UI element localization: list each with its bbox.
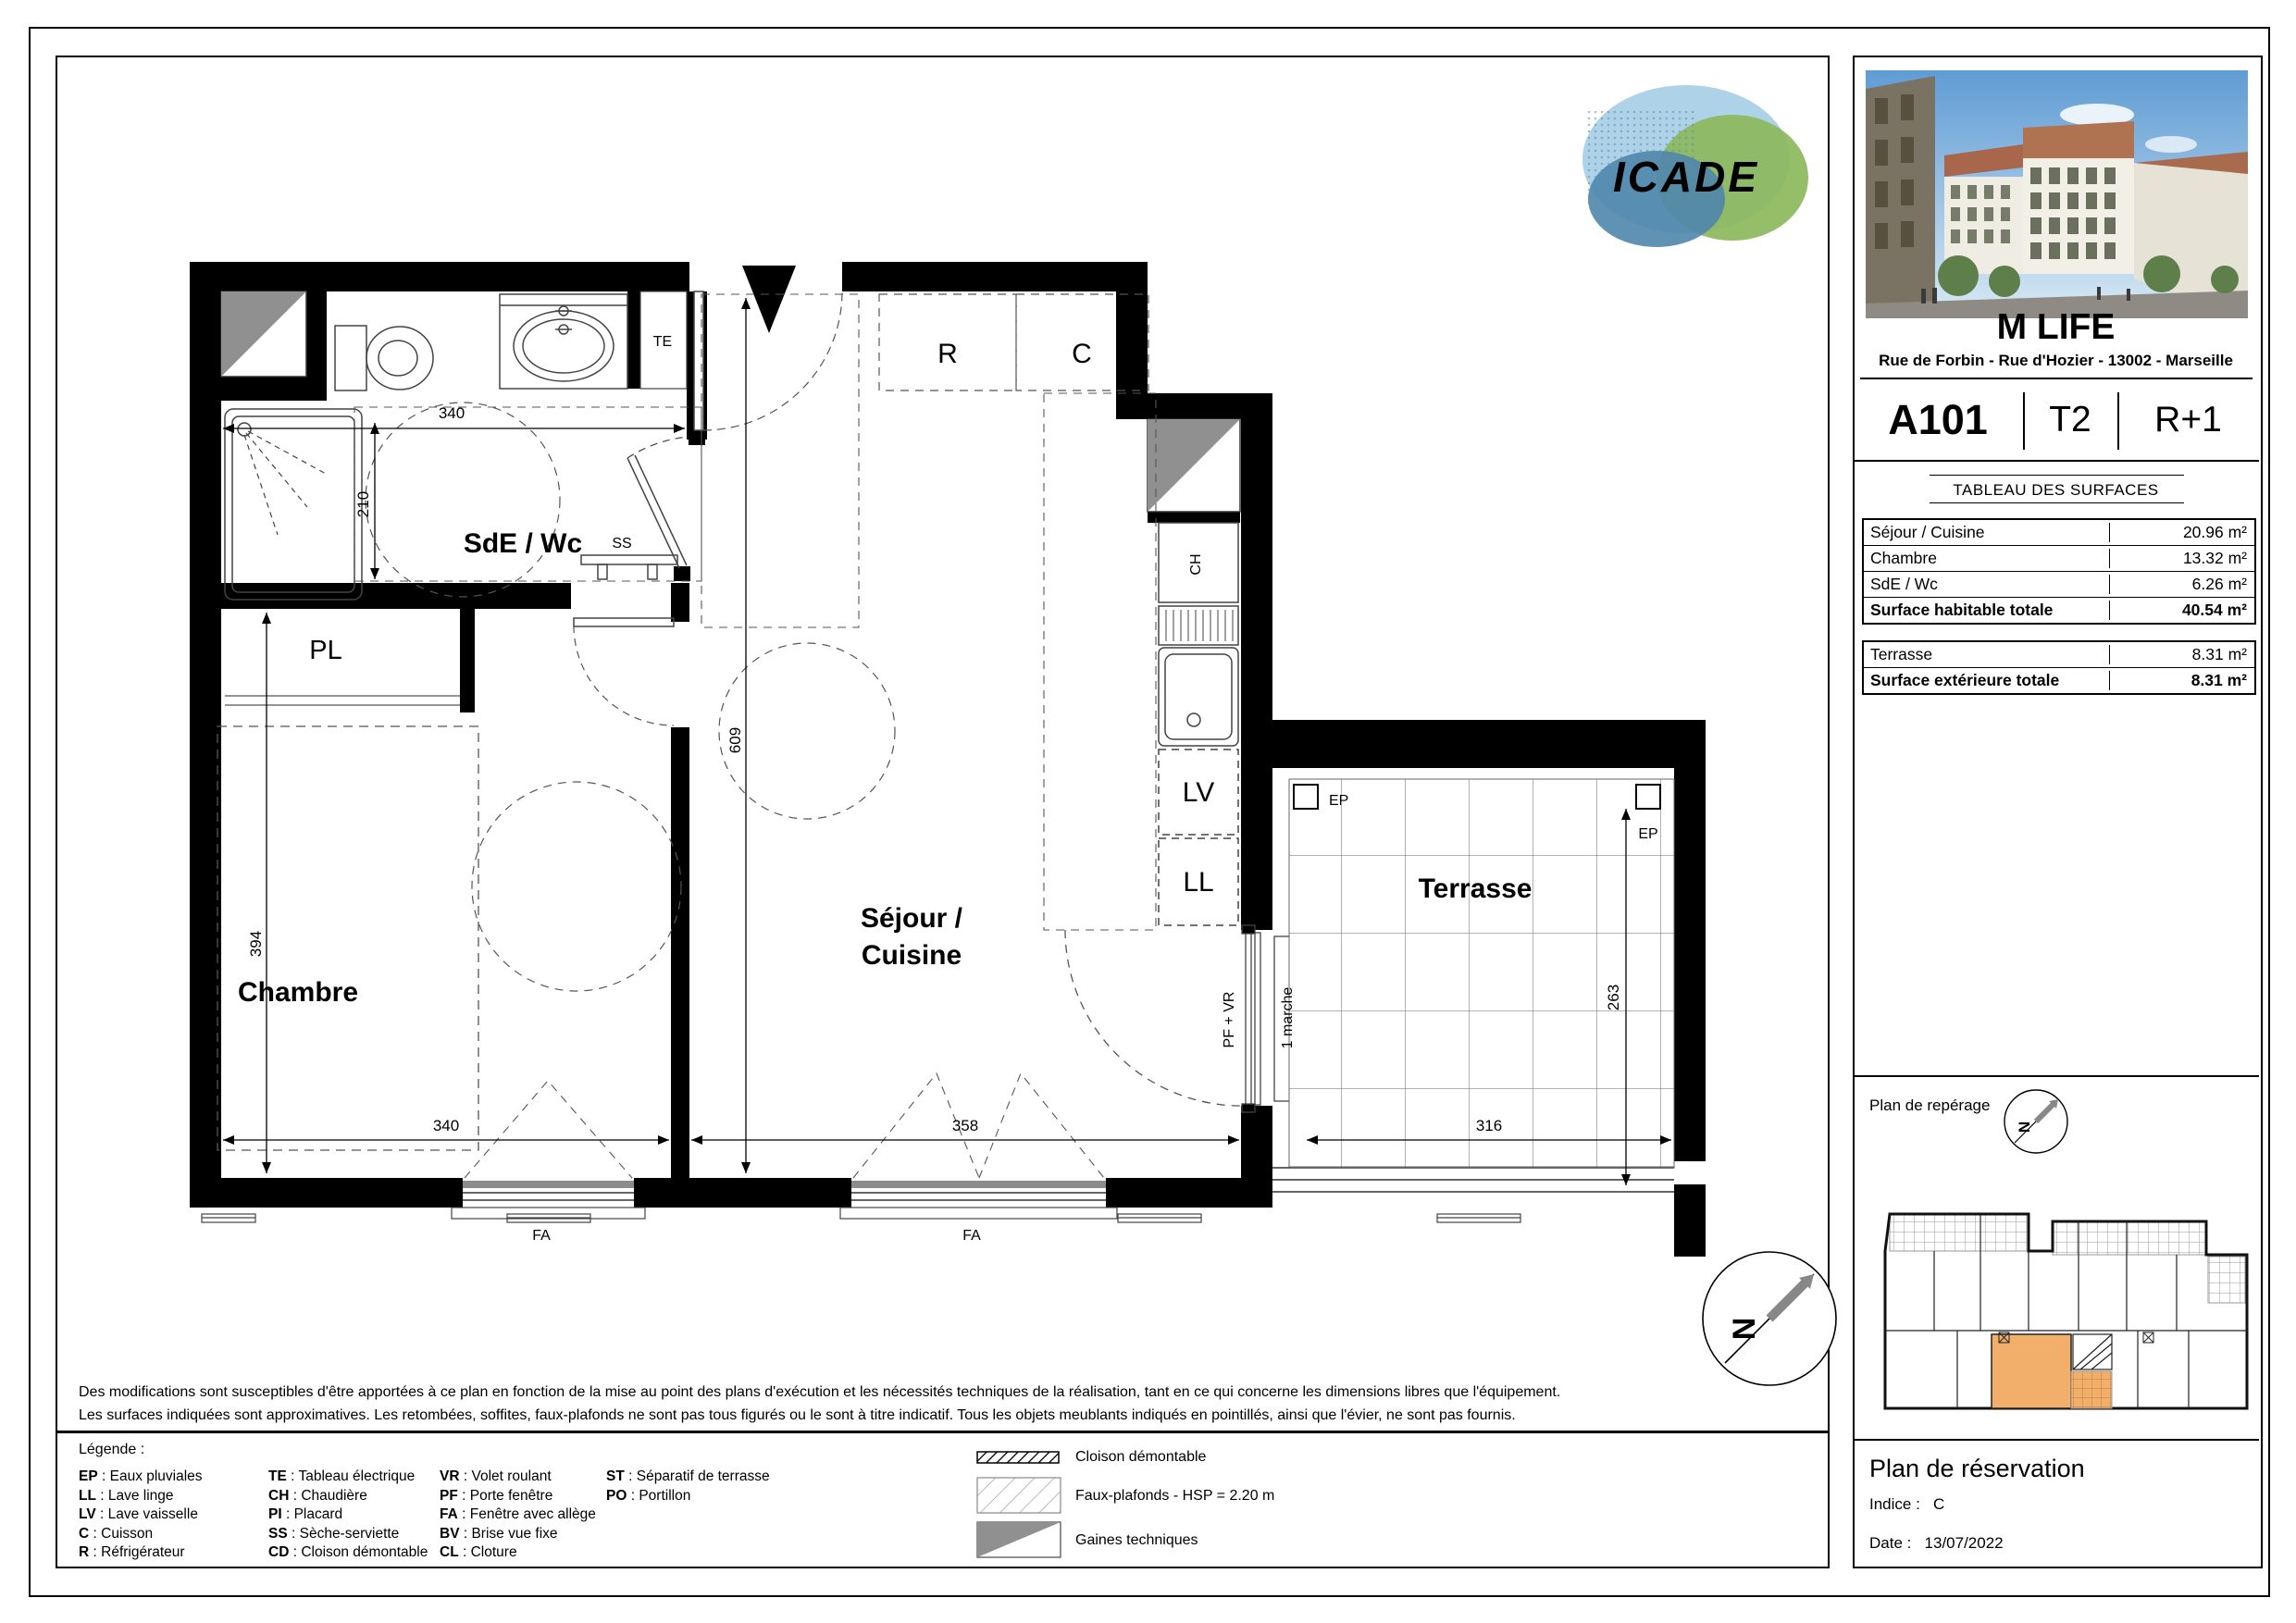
- legend-symbol-label: Faux-plafonds - HSP = 2.20 m: [1075, 1488, 1275, 1504]
- legend-item: C : Cuisson: [79, 1525, 154, 1542]
- table-row-total: [1864, 597, 2254, 623]
- window-label-fa-1: FA: [532, 1228, 551, 1244]
- gaines-techniques-shaft: [221, 291, 1240, 512]
- indice-row: [1869, 1495, 1944, 1514]
- legend-item: FA : Fenêtre avec allège: [440, 1506, 596, 1522]
- surface-value: 6.26 m²: [2109, 575, 2254, 594]
- surfaces-table: [1862, 518, 2256, 625]
- legend-item: LL : Lave linge: [79, 1487, 174, 1504]
- unit-type: T2: [2049, 400, 2091, 440]
- surface-value: 40.54 m²: [2109, 601, 2254, 620]
- surfaces-title: TABLEAU DES SURFACES: [1953, 481, 2159, 499]
- surface-label: Surface extérieure totale: [1870, 671, 2060, 689]
- surface-label: SdE / Wc: [1870, 575, 1938, 593]
- legend-item: LV : Lave vaisselle: [79, 1506, 198, 1522]
- fixture-label-c: C: [1072, 339, 1092, 369]
- legend-symbol-label: Cloison démontable: [1075, 1449, 1207, 1465]
- window-label-fa-2: FA: [962, 1228, 981, 1244]
- reperage-compass: [2004, 1090, 2067, 1153]
- surface-label: Séjour / Cuisine: [1870, 523, 1985, 541]
- table-row: [1864, 642, 2254, 667]
- legend-column-4: [606, 1468, 770, 1505]
- legend-item: CL : Cloture: [440, 1544, 517, 1560]
- legend-item: PO : Portillon: [606, 1487, 691, 1504]
- terrace-door: [1065, 925, 1300, 1112]
- surfaces-title-underline: [1930, 502, 2184, 503]
- legend-item: BV : Brise vue fixe: [440, 1525, 558, 1542]
- project-address: Rue de Forbin - Rue d'Hozier - 13002 - Marseille: [1879, 352, 2233, 369]
- dim-340-bottom: 340: [432, 1117, 460, 1134]
- legend-title: Légende :: [79, 1442, 145, 1457]
- exterior-table: [1862, 640, 2256, 695]
- table-row: [1864, 571, 2254, 597]
- fixture-label-r: R: [937, 339, 958, 369]
- unit-number: A101: [1888, 396, 1988, 443]
- room-label-pl: PL: [309, 636, 342, 665]
- legend-symbol-gaines-techniques-icon: [976, 1521, 1061, 1558]
- dim-358: 358: [951, 1117, 979, 1134]
- dim-340-top: 340: [438, 404, 465, 422]
- divider-reservation: [1853, 1439, 2259, 1441]
- dim-210: 210: [354, 490, 372, 518]
- fixture-label-1-marche: 1 marche: [1280, 986, 1296, 1049]
- legend-item: PI : Placard: [268, 1506, 343, 1522]
- building-photo: [1866, 70, 2248, 318]
- mini-plan-highlight-unit: [1992, 1334, 2071, 1408]
- table-row-total: [1864, 667, 2254, 693]
- legend-item: VR : Volet roulant: [440, 1468, 552, 1484]
- dim-609: 609: [726, 726, 744, 754]
- reperage-compass-n: N: [2016, 1121, 2033, 1134]
- surface-value: 8.31 m²: [2109, 645, 2254, 664]
- surface-value: 8.31 m²: [2109, 671, 2254, 690]
- room-label-chambre: Chambre: [237, 977, 359, 1008]
- entry-arrow-icon: [742, 266, 796, 333]
- project-title: M LIFE: [1996, 307, 2116, 347]
- reservation-title: Plan de réservation: [1869, 1455, 2085, 1482]
- legend-item: PF : Porte fenêtre: [440, 1487, 553, 1504]
- legend-column-1: [79, 1468, 203, 1563]
- fixture-label-ep-left: EP: [1329, 793, 1349, 809]
- divider-unit-row: [1853, 460, 2259, 462]
- surface-label: Terrasse: [1870, 645, 1933, 663]
- legend-item: R : Réfrigérateur: [79, 1544, 185, 1560]
- icade-logo-text: ICADE: [1612, 153, 1760, 201]
- legend-symbol-cloison-demontable-icon: [976, 1451, 1060, 1464]
- legend-item: SS : Sèche-serviette: [268, 1525, 400, 1542]
- room-label-sejour-2: Cuisine: [861, 940, 962, 971]
- legend-item: CD : Cloison démontable: [268, 1544, 428, 1560]
- mini-plan-stairs: [2073, 1334, 2112, 1369]
- indice-value: C: [1932, 1495, 1945, 1513]
- reperage-title: Plan de repérage: [1869, 1096, 1991, 1114]
- date-label: Date :: [1869, 1534, 1912, 1552]
- date-row: [1869, 1534, 2004, 1553]
- room-label-sdewc: SdE / Wc: [463, 528, 583, 559]
- surface-value: 13.32 m²: [2109, 549, 2254, 568]
- table-row: [1864, 520, 2254, 545]
- chambre-door: [574, 618, 674, 725]
- mini-plan-highlight-terrace: [2071, 1371, 2112, 1408]
- surface-label: Surface habitable totale: [1870, 601, 2054, 619]
- ep-box-left: [1294, 785, 1318, 809]
- fixture-label-ll: LL: [1183, 867, 1214, 898]
- dim-263: 263: [1605, 984, 1622, 1011]
- entry-door: [694, 266, 842, 430]
- ep-box-right: [1636, 785, 1660, 809]
- fixture-label-ss: SS: [612, 536, 632, 551]
- dim-316: 316: [1475, 1117, 1503, 1134]
- legend-item: ST : Séparatif de terrasse: [606, 1468, 770, 1484]
- divider-reperage: [1853, 1075, 2259, 1077]
- indice-label: Indice :: [1869, 1495, 1920, 1513]
- legend-item: CH : Chaudière: [268, 1487, 367, 1504]
- legend-item: TE : Tableau électrique: [268, 1468, 416, 1484]
- room-label-sejour-1: Séjour /: [860, 903, 963, 934]
- room-label-terrasse: Terrasse: [1418, 873, 1533, 904]
- kitchen-fixtures: [1159, 523, 1238, 925]
- fixture-label-ep-right: EP: [1638, 826, 1658, 842]
- dim-394: 394: [247, 930, 265, 958]
- unit-floor: R+1: [2154, 400, 2222, 440]
- disclaimer-line-1: Des modifications sont susceptibles d'être apportées à ce plan en fonction de la mise au point des plans d'exécution et les nécessités techniques de la réalisation, tant en ce qui concerne les dimensions libres que l'équipement.: [79, 1384, 1561, 1400]
- fixture-label-ch: CH: [1188, 553, 1204, 576]
- fixture-label-te: TE: [652, 334, 673, 350]
- legend-item: EP : Eaux pluviales: [79, 1468, 203, 1484]
- disclaimer-line-2: Les surfaces indiquées sont approximatives. Les retombées, soffites, faux-plafonds ne sont pas tous figurés ou le sont à titre indicatif. Tous les objets meublants indiqués en pointillés, ainsi que l'évier, ne sont pas fournis.: [79, 1407, 1516, 1423]
- legend-column-2: [268, 1468, 428, 1563]
- north-compass: [1703, 1252, 1836, 1385]
- legend-divider: [56, 1431, 1828, 1433]
- surface-value: 20.96 m²: [2109, 523, 2254, 542]
- fixture-label-lv: LV: [1182, 777, 1215, 808]
- icade-logo: [1582, 85, 1808, 247]
- compass-n-label: N: [1727, 1317, 1762, 1341]
- legend-symbol-faux-plafonds-icon: [976, 1477, 1061, 1514]
- mini-locator-plan: [1885, 1214, 2247, 1408]
- legend-symbol-label: Gaines techniques: [1075, 1532, 1198, 1548]
- table-row: [1864, 545, 2254, 571]
- legend-column-3: [440, 1468, 596, 1563]
- divider-address: [1860, 378, 2253, 379]
- surface-label: Chambre: [1870, 549, 1937, 567]
- surfaces-title-overline: [1930, 475, 2184, 476]
- date-value: 13/07/2022: [1924, 1534, 2004, 1552]
- fixture-label-pf-vr: PF + VR: [1222, 991, 1237, 1048]
